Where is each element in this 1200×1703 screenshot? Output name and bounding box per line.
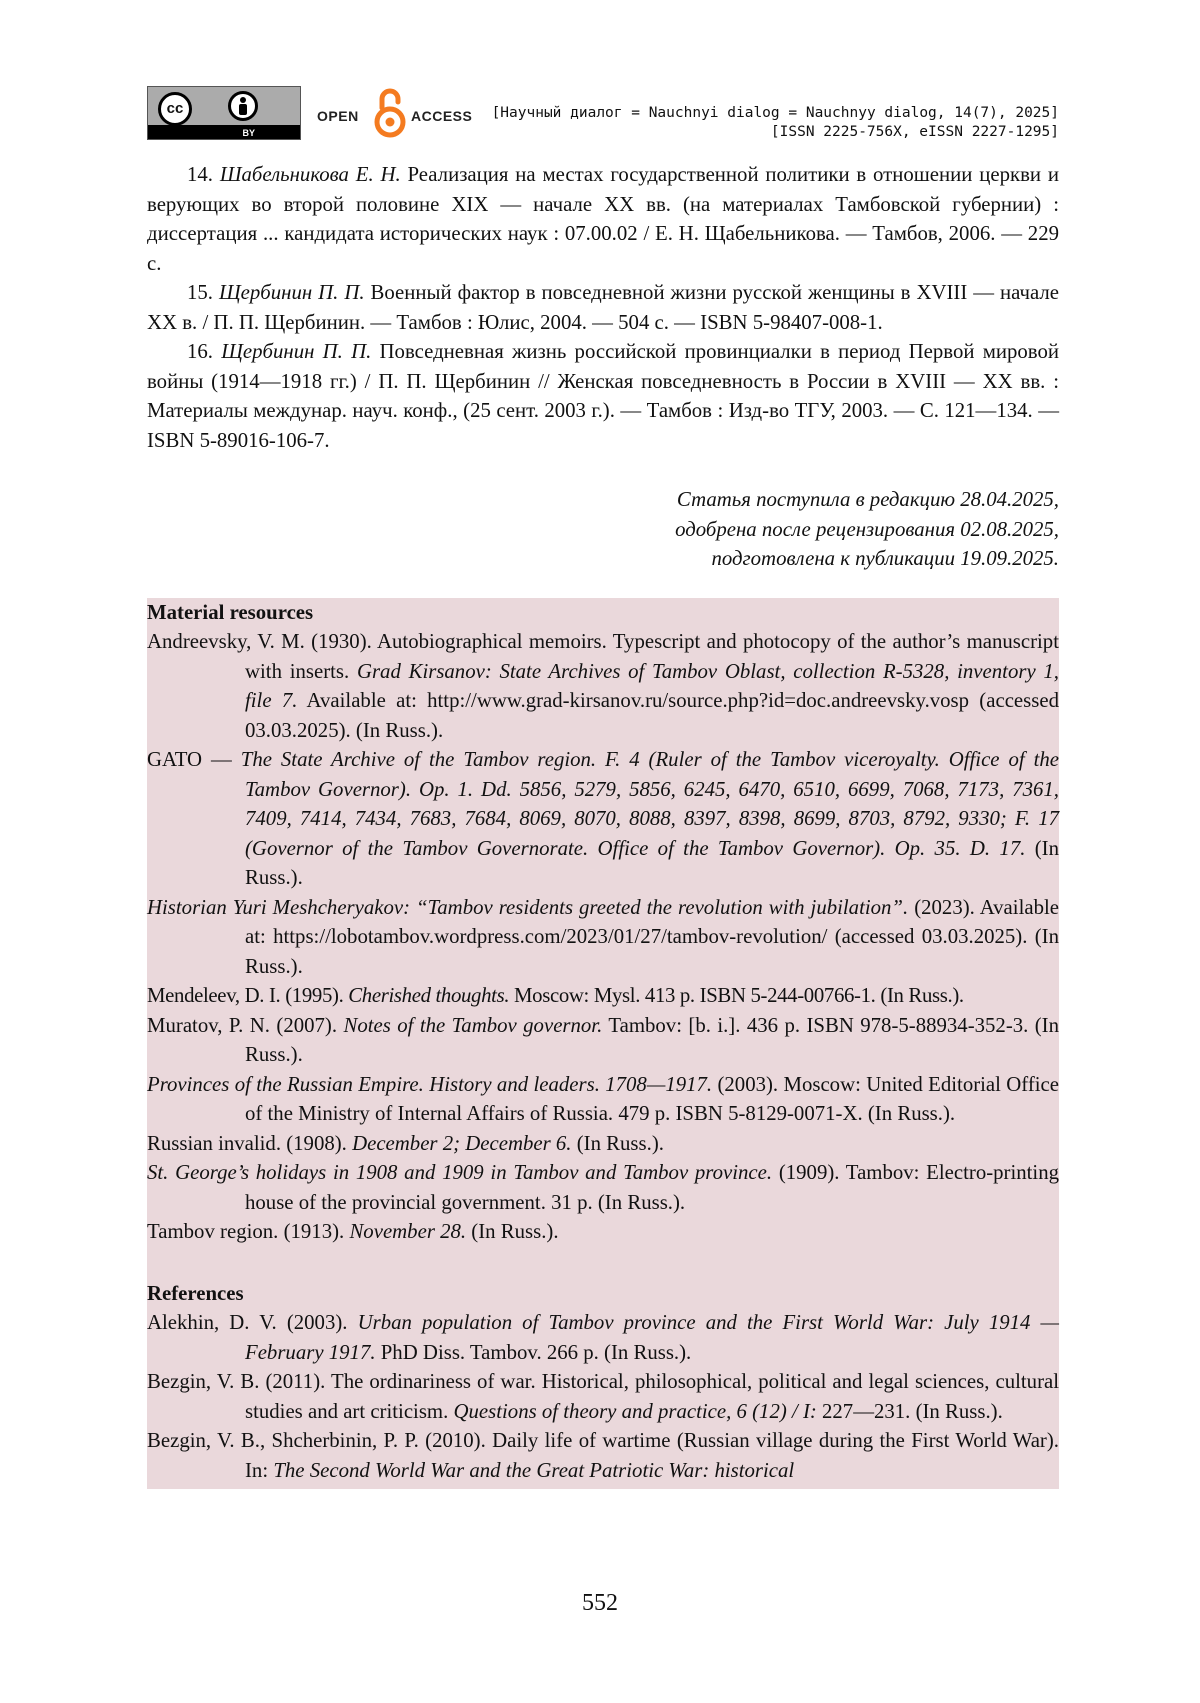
page-number: 552: [582, 1590, 618, 1616]
cc-symbol: cc: [166, 100, 184, 117]
prepared-date: подготовлена к публикации 19.09.2025.: [711, 547, 1059, 570]
open-access-lock-icon: [373, 86, 407, 140]
received-date: Статья поступила в редакцию 28.04.2025,: [676, 488, 1059, 511]
section-title: References: [147, 1281, 244, 1305]
section-title: Material resources: [147, 600, 314, 624]
reference-item: Russian invalid. (1908). December 2; December 6. (In Russ.).: [147, 1131, 664, 1155]
reference-item: St. George’s holidays in 1908 and 1909 in Tambov and Tambov province. (1909). Tambov: Electro-printing house of the provincial government. 31 p. (In Russ.).: [147, 1161, 1059, 1214]
references-section: [147, 1251, 1059, 1490]
cc-icon: [158, 92, 192, 126]
reference-item: Mendeleev, D. I. (1995). Cherished thoughts. Moscow: Mysl. 413 p. ISBN 5-244-00766-1. (In Russ.).: [147, 984, 964, 1007]
journal-info: [492, 104, 1059, 142]
reference-item: Tambov region. (1913). November 28. (In Russ.).: [147, 1220, 559, 1243]
reference-item: Andreevsky, V. M. (1930). Autobiographical memoirs. Typescript and photocopy of the author’s manuscript with inserts. Grad Kirsanov: State Archives of Tambov Oblast, collection R-5328, inventory 1, file 7. Available at: http://www.grad-kirsanov.ru/source.php?id=doc.andreevsky.vosp (accessed 03.03.2025). (In Russ.).: [147, 630, 1059, 742]
russian-references-list: [147, 160, 1059, 455]
attribution-icon: [228, 91, 258, 121]
material-resources-section: [147, 598, 1059, 1251]
reference-item: Muratov, P. N. (2007). Notes of the Tambov governor. Tambov: [b. i.]. 436 p. ISBN 978-5-88934-352-3. (In Russ.).: [147, 1013, 1060, 1066]
reference-item: 16. Щербинин П. П. Повседневная жизнь российской провинциалки в период Первой мировой войны (1914—1918 гг.) / П. П. Щербинин // Женская повседневность в России в XVIII — XX вв. : Материалы междунар. науч. конф., (25 сент. 2003 г.). — Тамбов : Изд-во ТГУ, 2003. — С. 121—134. — ISBN 5-89016-106-7.: [147, 340, 1060, 452]
journal-citation: [Научный диалог = Nauchnyi dialog = Nauchnyy dialog, 14(7), 2025]: [491, 105, 1059, 121]
reference-item: 14. Шабельникова Е. Н. Реализация на местах государственной политики в отношении церкви и верующих во второй половине XIX — начале XX вв. (на материалах Тамбовской губернии) : диссертация ... кандидата исторических наук : 07.00.02 / Е. Н. Щабельникова. — Тамбов, 2006. — 229 с.: [147, 163, 1059, 275]
article-dates: [147, 485, 1059, 574]
open-label: OPEN: [317, 108, 359, 124]
reference-item: Bezgin, V. B., Shcherbinin, P. P. (2010). Daily life of wartime (Russian village during the First World War). In: The Second World War and the Great Patriotic War: historical: [147, 1429, 1059, 1482]
approved-date: одобрена после рецензирования 02.08.2025,: [675, 517, 1059, 541]
journal-issn: [ISSN 2225-756X, eISSN 2227-1295]: [770, 124, 1059, 140]
reference-item: GATO — The State Archive of the Tambov region. F. 4 (Ruler of the Tambov viceroyalty. Office of the Tambov Governor). Op. 1. Dd. 5856, 5279, 5856, 6245, 6470, 6510, 6699, 7068, 7173, 7361, 7409, 7414, 7434, 7683, 7684, 8069, 8070, 8088, 8397, 8398, 8699, 8703, 8792, 9330; F. 17 (Governor of the Tambov Governorate. Office of the Tambov Governor). Op. 35. D. 17. (In Russ.).: [147, 748, 1059, 889]
license-badge-label: BY: [242, 128, 255, 138]
access-label: ACCESS: [411, 108, 473, 124]
reference-item: Bezgin, V. B. (2011). The ordinariness of war. Historical, philosophical, political and legal sciences, cultural studies and art criticism. Questions of theory and practice, 6 (12) / I: 227—231. (In Russ.).: [147, 1370, 1059, 1423]
reference-item: 15. Щербинин П. П. Военный фактор в повседневной жизни русской женщины в XVIII — начале XX в. / П. П. Щербинин. — Тамбов : Юлис, 2004. — 504 с. — ISBN 5-98407-008-1.: [147, 281, 1059, 334]
reference-item: Historian Yuri Meshcheryakov: “Tambov residents greeted the revolution with jubilation”. (2023). Available at: https://lobotambov.wordpress.com/2023/01/27/tambov-revolution/ (accessed 03.03.2025). (In Russ.).: [147, 895, 1059, 978]
page: [147, 86, 1059, 1489]
cc-by-license-badge[interactable]: [147, 86, 301, 140]
reference-item: Alekhin, D. V. (2003). Urban population of Tambov province and the First World War: July 1914 — February 1917. PhD Diss. Tambov. 266 p. (In Russ.).: [147, 1311, 1059, 1364]
page-header: [147, 86, 1059, 146]
reference-item: Provinces of the Russian Empire. History and leaders. 1708—1917. (2003). Moscow: United Editorial Office of the Ministry of Internal Affairs of Russia. 479 p. ISBN 5-8129-0071-X. (In Russ.).: [147, 1072, 1060, 1125]
